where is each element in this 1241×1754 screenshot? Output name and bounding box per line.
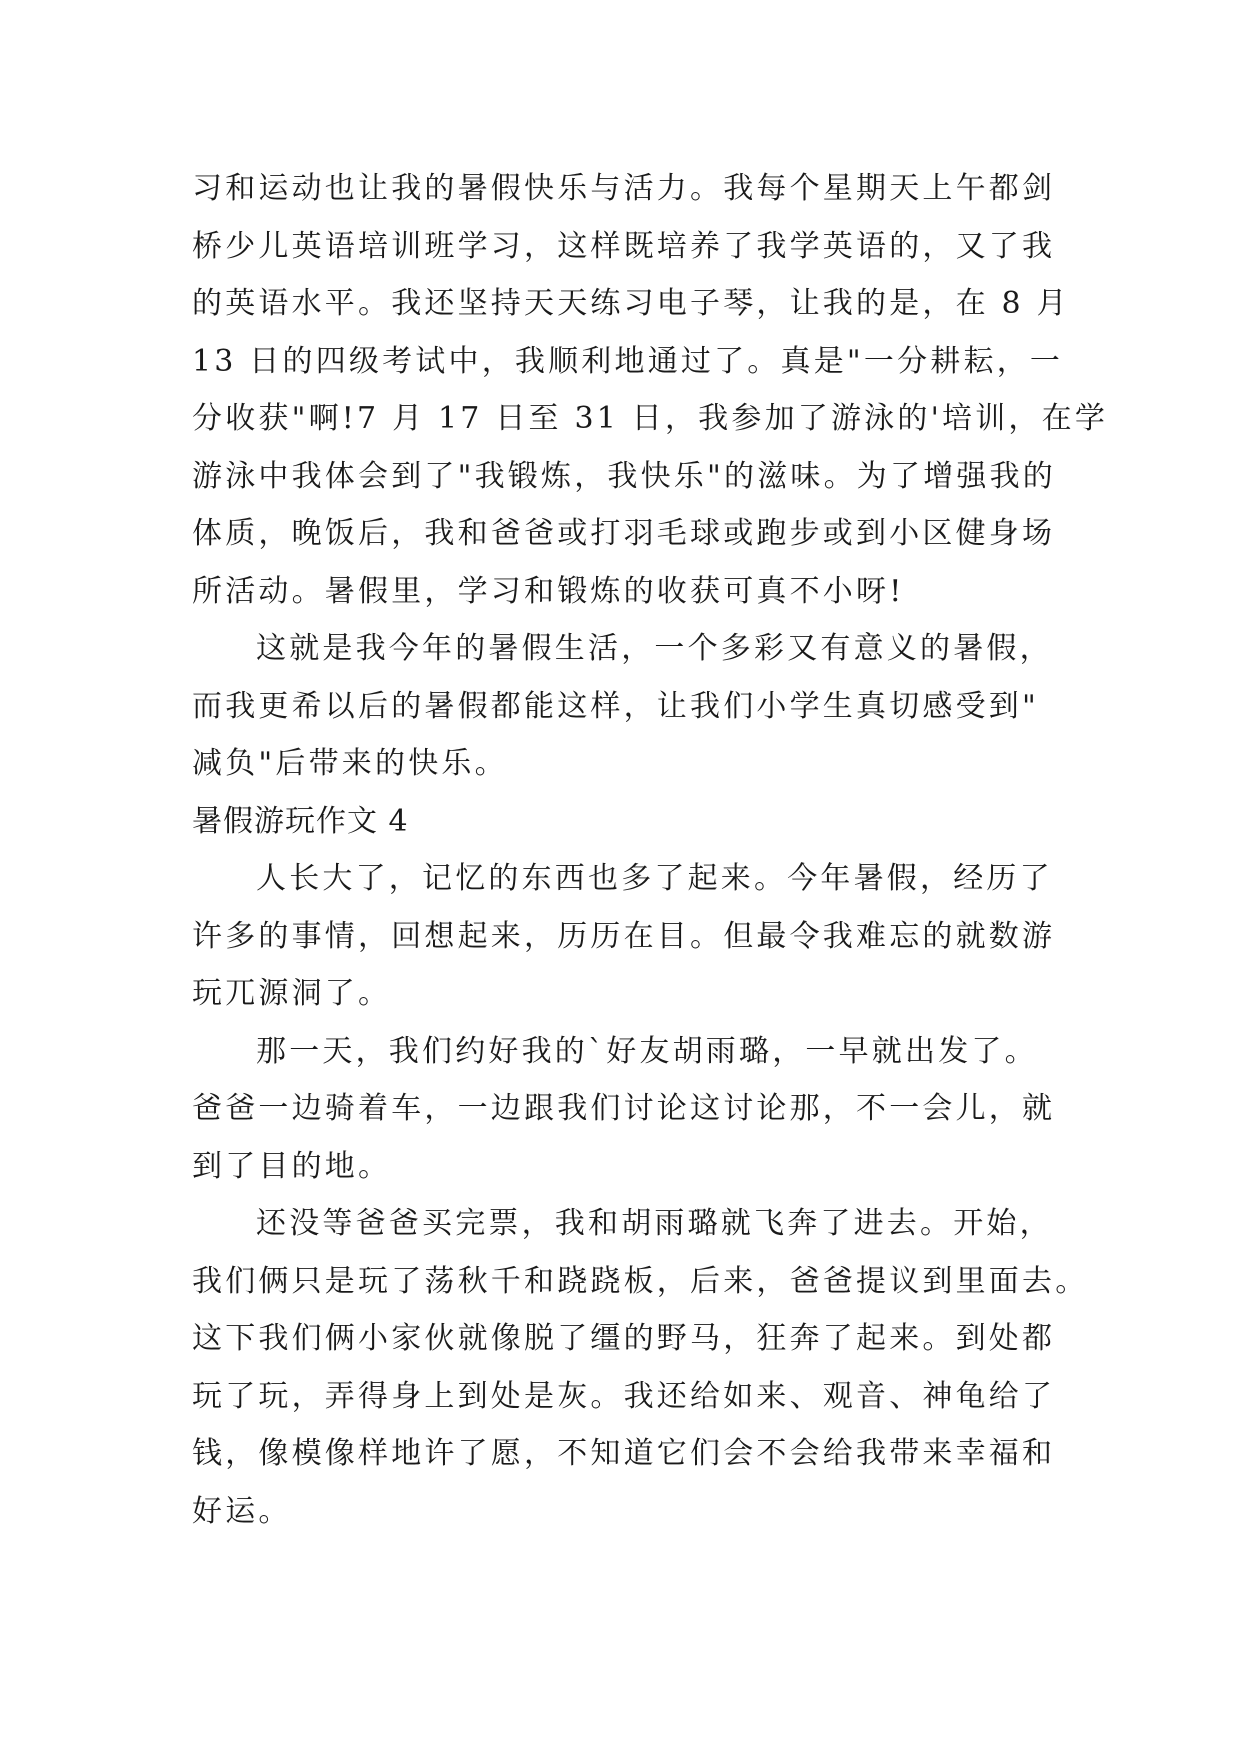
document-body: [192, 160, 1109, 1540]
text-line: 好运。: [192, 1493, 292, 1529]
text-line: 分收获"啊!7 月 17 日至 31 日，我参加了游泳的'培训，在学: [192, 401, 1109, 436]
text-line: 游泳中我体会到了"我锻炼，我快乐"的滋味。为了增强我的: [192, 458, 1056, 494]
text-line: 那一天，我们约好我的`好友胡雨璐，一早就出发了。: [256, 1033, 1038, 1069]
text-line: 这下我们俩小家伙就像脱了缰的野马，狂奔了起来。到处都: [192, 1321, 1056, 1356]
text-line: 玩兀源洞了。: [192, 976, 392, 1011]
text-line: 所活动。暑假里，学习和锻炼的收获可真不小呀!: [192, 573, 905, 609]
text-line: 13 日的四级考试中，我顺利地通过了。真是"一分耕耘，一: [192, 343, 1064, 379]
text-line: 还没等爸爸买完票，我和胡雨璐就飞奔了进去。开始，: [256, 1206, 1053, 1241]
text-line: 这就是我今年的暑假生活，一个多彩又有意义的暑假，: [256, 631, 1053, 666]
text-line: 习和运动也让我的暑假快乐与活力。我每个星期天上午都剑: [192, 171, 1056, 206]
text-line: 我们俩只是玩了荡秋千和跷跷板，后来，爸爸提议到里面去。: [192, 1263, 1089, 1299]
text-line: 到了目的地。: [192, 1148, 392, 1184]
text-line: 体质，晚饭后，我和爸爸或打羽毛球或跑步或到小区健身场: [192, 516, 1056, 551]
text-line: 人长大了，记忆的东西也多了起来。今年暑假，经历了: [256, 861, 1053, 896]
text-line: 桥少儿英语培训班学习，这样既培养了我学英语的，又了我: [192, 228, 1056, 264]
text-line: 玩了玩，弄得身上到处是灰。我还给如来、观音、神龟给了: [192, 1378, 1056, 1414]
text-line: 减负"后带来的快乐。: [192, 746, 508, 781]
text-line: 的英语水平。我还坚持天天练习电子琴，让我的是，在 8 月: [192, 286, 1070, 321]
text-line: 许多的事情，回想起来，历历在目。但最令我难忘的就数游: [192, 918, 1056, 954]
section-heading: 暑假游玩作文 4: [192, 803, 409, 839]
text-line: 钱，像模像样地许了愿，不知道它们会不会给我带来幸福和: [192, 1436, 1056, 1471]
text-line: 爸爸一边骑着车，一边跟我们讨论这讨论那，不一会儿，就: [192, 1091, 1056, 1126]
text-line: 而我更希以后的暑假都能这样，让我们小学生真切感受到": [192, 688, 1039, 724]
